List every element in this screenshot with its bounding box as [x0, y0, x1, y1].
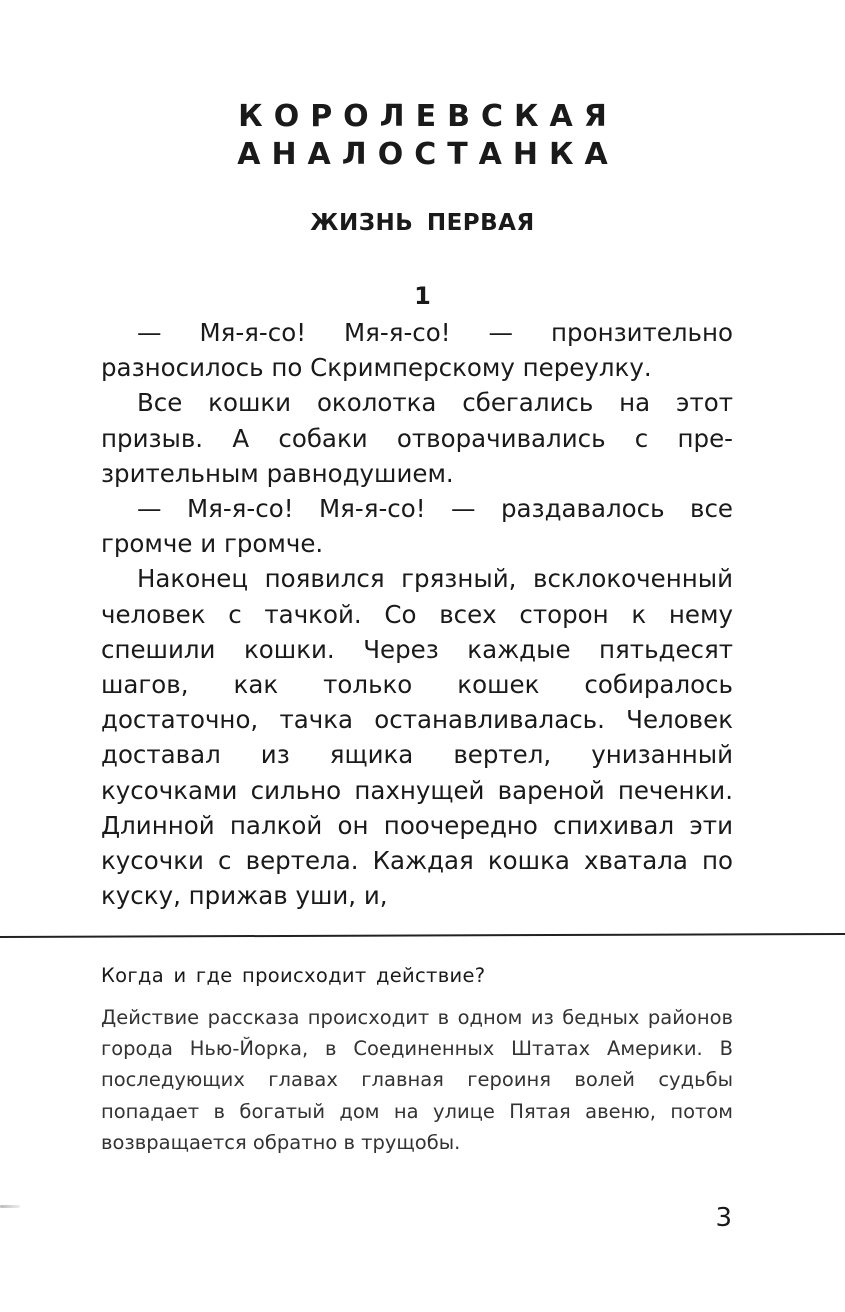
paragraph: — Мя-я-со! Мя-я-со! — раздавалось все громче и громче.	[101, 494, 733, 559]
part-subtitle: ЖИЗНЬ ПЕРВАЯ	[310, 210, 535, 236]
section-number: 1	[414, 282, 431, 310]
paragraph: — Мя-я-со! Мя-я-со! — пронзительно разносилось по Скримперскому переулку.	[101, 318, 733, 383]
main-text	[101, 315, 733, 913]
scan-speck	[0, 1205, 20, 1208]
info-box-text: Действие рассказа происходит в одном из бедных районов города Нью-Йорка, в Соединенных Штатах Америки. В последующих главах главная героиня волей судьбы попадает в богатый дом на улице Пятая авеню, потом возвращается обратно в трущобы.	[101, 1006, 733, 1154]
chapter-title-line-2: АНАЛОСТАНКА	[237, 137, 619, 172]
chapter-title	[0, 98, 845, 174]
page-number: 3	[715, 1203, 732, 1233]
paragraph: Все кошки околотка сбегались на этот призыв. А собаки отворачивались с презрительным равнодушием.	[101, 388, 733, 488]
info-box-heading: Когда и где происходит действие?	[101, 964, 486, 987]
chapter-title-line-1: КОРОЛЕВСКАЯ	[238, 99, 618, 134]
section-divider	[0, 933, 845, 938]
paragraph: Наконец появился грязный, всклокоченный человек с тачкой. Со всех сторон к нему спешили кошки. Через каждые пятьдесят шагов, как только кошек собиралось достаточно, тачка останавливалась. Человек доставал из ящика вертел, унизанный кусочками сильно пахнущей вареной печенки. Длинной палкой он поочередно спихивал эти кусочки с вертела. Каждая кошка хватала по куску, прижав уши, и,	[101, 564, 733, 911]
